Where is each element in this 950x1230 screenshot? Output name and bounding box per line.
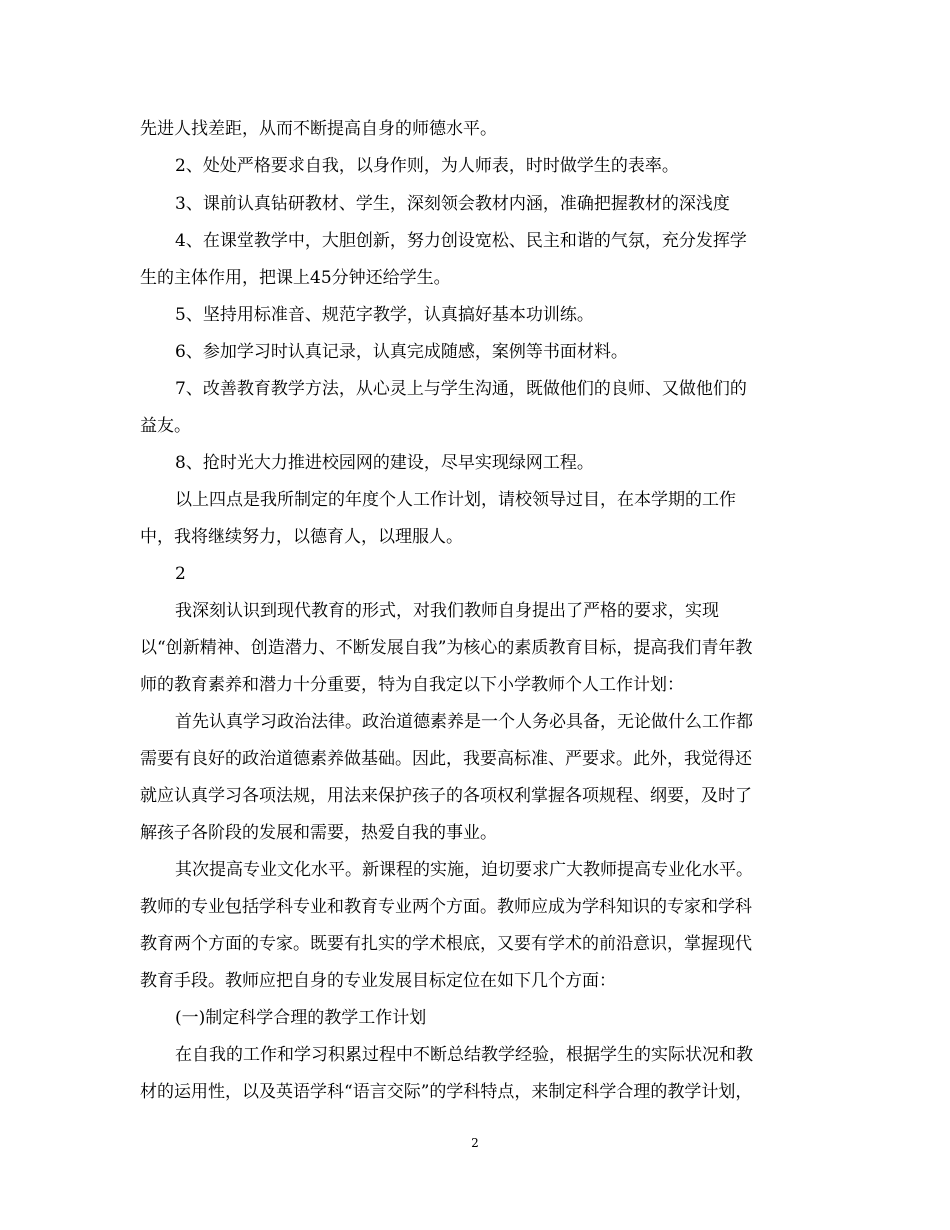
section-number: 2 [175, 564, 186, 584]
text-line: 需要有良好的政治道德素养做基础。因此，我要高标准、严要求。此外，我觉得还 [140, 749, 752, 769]
text-line: 生的主体作用，把课上45分钟还给学生。 [140, 268, 451, 288]
text-line: 2、处处严格要求自我，以身作则，为人师表，时时做学生的表率。 [175, 156, 679, 176]
subheading: (一)制定科学合理的教学工作计划 [175, 1008, 427, 1028]
text-line: 以“创新精神、创造潜力、不断发展自我”为核心的素质教育目标，提高我们青年教 [140, 638, 753, 658]
text-line: 4、在课堂教学中，大胆创新，努力创设宽松、民主和谐的气氛，充分发挥学 [175, 231, 747, 251]
text-line: 教育两个方面的专家。既要有扎实的学术根底，又要有学术的前沿意识，掌握现代 [140, 934, 752, 954]
text-line: 先进人找差距，从而不断提高自身的师德水平。 [140, 119, 497, 139]
text-line: 材的运用性，以及英语学科“语言交际”的学科特点，来制定科学合理的教学计划， [140, 1082, 753, 1102]
text-line: 我深刻认识到现代教育的形式，对我们教师自身提出了严格的要求，实现 [175, 601, 719, 621]
text-line: 3、课前认真钻研教材、学生，深刻领会教材内涵，准确把握教材的深浅度 [175, 194, 730, 214]
text-line: 5、坚持用标准音、规范字教学，认真搞好基本功训练。 [175, 305, 594, 325]
text-line: 首先认真学习政治法律。政治道德素养是一个人务必具备，无论做什么工作都 [175, 712, 753, 732]
page-number: 2 [471, 1136, 479, 1150]
text-line: 师的教育素养和潜力十分重要，特为自我定以下小学教师个人工作计划： [140, 675, 684, 695]
text-line: 8、抢时光大力推进校园网的建设，尽早实现绿网工程。 [175, 453, 594, 473]
text-line: 6、参加学习时认真记录，认真完成随感，案例等书面材料。 [175, 342, 628, 362]
text-line: 以上四点是我所制定的年度个人工作计划，请校领导过目，在本学期的工作 [175, 490, 736, 510]
text-line: 教育手段。教师应把自身的专业发展目标定位在如下几个方面： [140, 971, 616, 991]
text-line: 7、改善教育教学方法，从心灵上与学生沟通，既做他们的良师、又做他们的 [175, 379, 747, 399]
text-line: 益友。 [140, 416, 191, 436]
text-line: 教师的专业包括学科专业和教育专业两个方面。教师应成为学科知识的专家和学科 [140, 897, 752, 917]
text-line: 其次提高专业文化水平。新课程的实施，迫切要求广大教师提高专业化水平。 [175, 860, 753, 880]
text-line: 就应认真学习各项法规，用法来保护孩子的各项权利掌握各项规程、纲要，及时了 [140, 786, 752, 806]
text-line: 解孩子各阶段的发展和需要，热爱自我的事业。 [140, 823, 497, 843]
text-line: 中，我将继续努力，以德育人，以理服人。 [140, 527, 463, 547]
text-line: 在自我的工作和学习积累过程中不断总结教学经验，根据学生的实际状况和教 [175, 1045, 753, 1065]
